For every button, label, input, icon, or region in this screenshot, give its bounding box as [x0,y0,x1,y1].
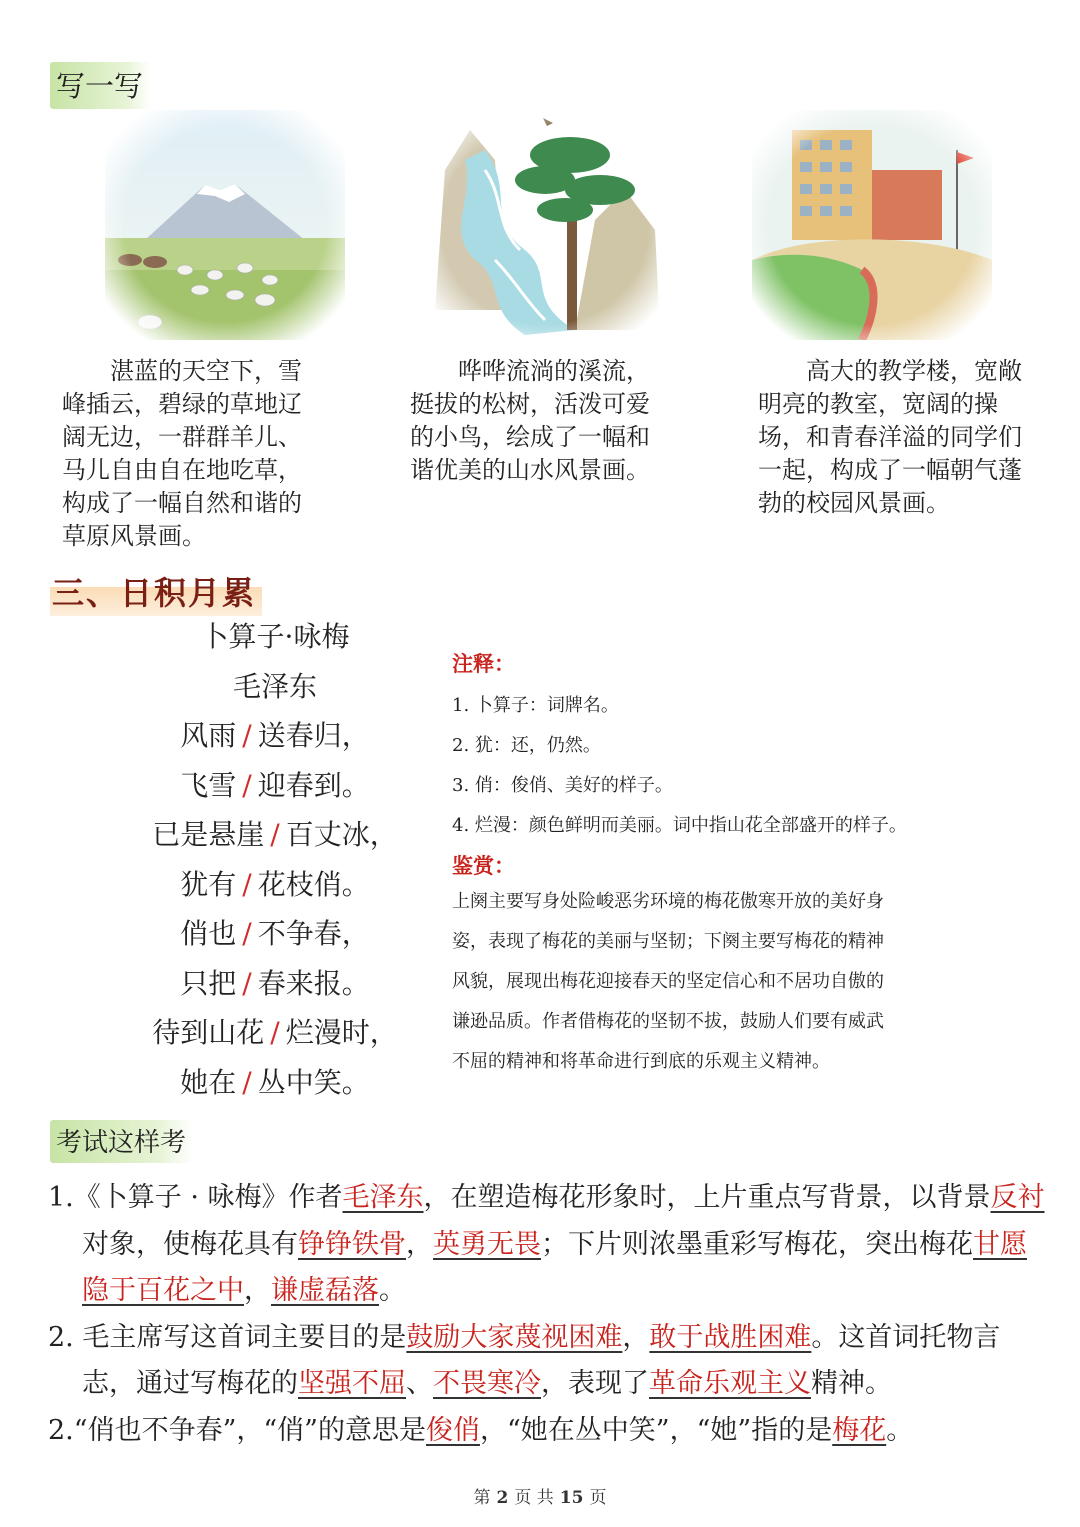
section-title: 三、日积月累 [50,568,262,616]
page-footer: 第 2 页 共 15 页 [473,1488,607,1508]
poem-line: 俏也 / 不争春， [180,917,370,950]
question-number: 2. [48,1321,74,1353]
page-number: 2 [496,1488,509,1508]
question-text: 。 [886,1414,914,1446]
appreciation-heading: 鉴赏： [452,853,515,878]
question-text: 精神。 [811,1368,892,1399]
exam-heading: 考试这样考 [50,1120,194,1163]
caption-school: 高大的教学楼，宽敞明亮的教室，宽阔的操场，和青春洋溢的同学们一起，构成了一幅朝气蓬勃的校园风景画。 [758,357,1022,517]
exam-question-2 [48,1315,1048,1408]
caption-grassland: 湛蓝的天空下，雪峰插云，碧绿的草地辽阔无边，一群群羊儿、马儿自由自在地吃草，构成了一幅自然和谐的草原风景画。 [62,357,302,550]
answer-text: 毛泽东 [342,1182,424,1213]
poem-line: 她在 / 丛中笑。 [180,1065,370,1099]
question-text: “俏也不争春”，“俏”的意思是 [73,1414,426,1446]
answer-text: 英勇无畏 [433,1228,541,1260]
answer-text: 不畏寒冷 [433,1368,541,1399]
poem-line: 飞雪 / 迎春到。 [180,768,370,802]
question-text: 、 [406,1368,433,1399]
poem-line: 待到山花 / 烂漫时， [152,1016,398,1049]
question-text: ， [406,1228,433,1260]
answer-text: 鼓励大家蔑视困难 [406,1321,623,1353]
answer-text: 反衬 [990,1182,1045,1213]
answer-text: 谦虚磊落 [271,1275,379,1306]
question-text: ；下片则浓墨重彩写梅花，突出梅花 [541,1228,973,1260]
notes-heading: 注释： [452,651,515,676]
poem [120,612,430,1107]
stream-illustration [425,110,665,340]
answer-text: 梅花 [832,1414,887,1446]
question-number: 1. [48,1182,74,1213]
answer-text: 甘愿隐于百花之中 [82,1228,1027,1306]
question-text: ， [244,1275,271,1306]
question-number: 2. [48,1414,74,1446]
poem-title: 卜算子·咏梅 [200,620,350,653]
grassland-illustration [105,110,345,340]
exam-question-1 [48,1175,1048,1315]
answer-text: 俊俏 [425,1414,480,1446]
question-text: 对象，使梅花具有 [82,1228,298,1260]
note-item: 4. 烂漫：颜色鲜明而美丽。词中指山花全部盛开的样子。 [452,815,907,836]
poem-line: 已是悬崖 / 百丈冰， [152,818,398,851]
answer-text: 革命乐观主义 [649,1368,811,1399]
question-text: ，表现了 [541,1368,649,1399]
answer-text: 敢于战胜困难 [649,1321,812,1353]
note-item: 1. 卜算子：词牌名。 [452,695,619,716]
poem-line: 风雨 / 送春归， [180,719,370,752]
exam-questions [48,1175,1048,1454]
question-text: ，在塑造梅花形象时，上片重点写背景，以背景 [423,1182,991,1213]
question-text: 毛主席写这首词主要目的是 [73,1321,407,1353]
exam-question-3 [48,1408,1048,1455]
watermark [792,1180,799,1210]
answer-text: 坚强不屈 [298,1368,406,1399]
note-item: 3. 俏：俊俏、美好的样子。 [452,775,673,796]
note-item: 2. 犹：还，仍然。 [452,735,601,756]
answer-text: 铮铮铁骨 [298,1228,406,1260]
appreciation-text: 上阕主要写身处险峻恶劣环境的梅花傲寒开放的美好身 姿，表现了梅花的美丽与坚韧；下阕主要写梅花的精神 风貌，展现出梅花迎接春天的坚定信心和不居功自傲的 谦逊品质。作者借梅花的坚韧不拔，鼓励人们要有威武 不屈的精神和将革命进行到底的乐观主义精神。 [452,891,884,1072]
question-text: 。这首词托物言志，通过写梅花的 [82,1321,1001,1399]
page-total: 15 [559,1488,584,1508]
caption-stream: 哗哗流淌的溪流，挺拔的松树，活泼可爱的小鸟，绘成了一幅和谐优美的山水风景画。 [410,357,650,484]
poem-line: 只把 / 春来报。 [180,966,370,1000]
poem-line: 犹有 / 花枝俏。 [180,867,370,901]
question-text: ，“她在丛中笑”，“她”指的是 [479,1414,833,1446]
question-text: 《卜算子 · 咏梅》作者 [73,1182,343,1213]
question-text: ， [622,1321,650,1353]
write-heading: 写一写 [50,62,151,109]
question-text: 。 [379,1275,406,1306]
notes-panel [452,648,1012,1082]
poem-author: 毛泽东 [232,669,317,703]
school-illustration [752,110,992,340]
